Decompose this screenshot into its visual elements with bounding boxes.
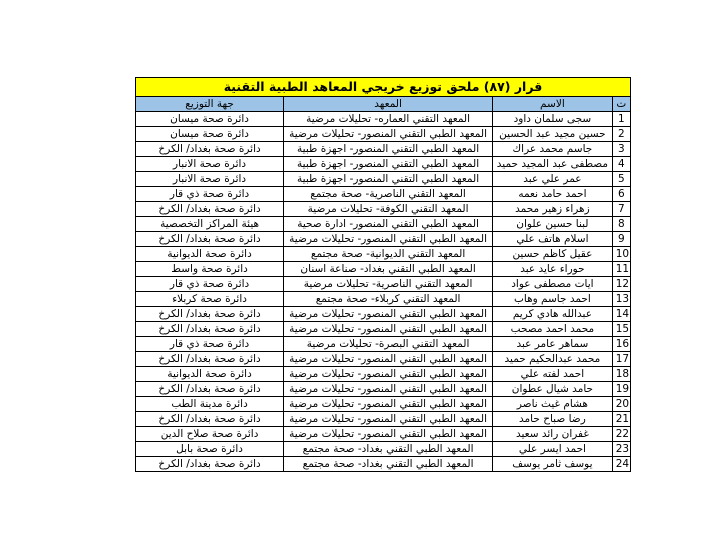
destination-cell: دائرة صحة ميسان xyxy=(136,127,284,142)
destination-cell: دائرة صحة بغداد/ الكرخ xyxy=(136,307,284,322)
destination-cell: دائرة صحة الديوانية xyxy=(136,367,284,382)
graduate-name: احمد لفته علي xyxy=(493,367,613,382)
graduate-name: لبنا حسين علوان xyxy=(493,217,613,232)
document-title: قرار (٨٧) ملحق توزيع خريجي المعاهد الطبية التقنية xyxy=(136,78,631,97)
row-number: 22 xyxy=(612,427,630,442)
graduate-name: حسين مجيد عبد الحسين xyxy=(493,127,613,142)
graduate-name: حوراء عايد عبد xyxy=(493,262,613,277)
header-institute: المعهد xyxy=(284,97,493,112)
institute-cell: المعهد الطبي التقني المنصور- تحليلات مرضية xyxy=(284,412,493,427)
table-row xyxy=(136,112,631,127)
row-number: 19 xyxy=(612,382,630,397)
institute-cell: المعهد الطبي التقني المنصور- اجهزة طبية xyxy=(284,142,493,157)
destination-cell: دائرة صحة الانبار xyxy=(136,157,284,172)
institute-cell: المعهد التقني البصرة- تحليلات مرضية xyxy=(284,337,493,352)
institute-cell: المعهد الطبي التقني بغداد- صناعة اسنان xyxy=(284,262,493,277)
graduate-name: احمد حامد نعمه xyxy=(493,187,613,202)
row-number: 18 xyxy=(612,367,630,382)
table-row xyxy=(136,352,631,367)
table-row xyxy=(136,457,631,472)
row-number: 14 xyxy=(612,307,630,322)
row-number: 2 xyxy=(612,127,630,142)
table-row xyxy=(136,337,631,352)
table-row xyxy=(136,427,631,442)
graduate-name: يوسف ثامر يوسف xyxy=(493,457,613,472)
row-number: 20 xyxy=(612,397,630,412)
institute-cell: المعهد التقني العماره- تحليلات مرضية xyxy=(284,112,493,127)
destination-cell: دائرة صحة كربلاء xyxy=(136,292,284,307)
graduate-name: اسلام هاتف علي xyxy=(493,232,613,247)
destination-cell: دائرة صحة بغداد/ الكرخ xyxy=(136,322,284,337)
table-row xyxy=(136,172,631,187)
table-row xyxy=(136,367,631,382)
graduate-name: جاسم محمد عراك xyxy=(493,142,613,157)
table-row xyxy=(136,262,631,277)
table-row xyxy=(136,157,631,172)
row-number: 11 xyxy=(612,262,630,277)
row-number: 6 xyxy=(612,187,630,202)
destination-cell: دائرة صحة ذي قار xyxy=(136,187,284,202)
row-number: 12 xyxy=(612,277,630,292)
institute-cell: المعهد الطبي التقني المنصور- تحليلات مرضية xyxy=(284,397,493,412)
graduate-name: هشام غيث ناصر xyxy=(493,397,613,412)
table-row xyxy=(136,307,631,322)
destination-cell: دائرة صحة بغداد/ الكرخ xyxy=(136,142,284,157)
header-destination: جهة التوزيع xyxy=(136,97,284,112)
row-number: 3 xyxy=(612,142,630,157)
destination-cell: دائرة صحة ذي قار xyxy=(136,277,284,292)
destination-cell: دائرة صحة بغداد/ الكرخ xyxy=(136,412,284,427)
graduate-name: حامد شيال عطوان xyxy=(493,382,613,397)
table-row xyxy=(136,142,631,157)
row-number: 8 xyxy=(612,217,630,232)
destination-cell: دائرة صحة بغداد/ الكرخ xyxy=(136,232,284,247)
institute-cell: المعهد التقني الناصرية- تحليلات مرضية xyxy=(284,277,493,292)
destination-cell: دائرة صحة واسط xyxy=(136,262,284,277)
destination-cell: دائرة صحة بغداد/ الكرخ xyxy=(136,202,284,217)
graduate-name: رضا صباح حامد xyxy=(493,412,613,427)
destination-cell: دائرة صحة بغداد/ الكرخ xyxy=(136,457,284,472)
institute-cell: المعهد الطبي التقني المنصور- تحليلات مرضية xyxy=(284,382,493,397)
header-name: الاسم xyxy=(493,97,613,112)
institute-cell: المعهد التقني كربلاء- صحة مجتمع xyxy=(284,292,493,307)
row-number: 5 xyxy=(612,172,630,187)
table-row xyxy=(136,277,631,292)
institute-cell: المعهد التقني الديوانية- صحة مجتمع xyxy=(284,247,493,262)
row-number: 1 xyxy=(612,112,630,127)
row-number: 24 xyxy=(612,457,630,472)
graduate-name: غفران رائد سعيد xyxy=(493,427,613,442)
row-number: 15 xyxy=(612,322,630,337)
institute-cell: المعهد الطبي التقني بغداد- صحة مجتمع xyxy=(284,442,493,457)
header-number: ت xyxy=(612,97,630,112)
destination-cell: دائرة صحة بابل xyxy=(136,442,284,457)
table-row xyxy=(136,247,631,262)
row-number: 23 xyxy=(612,442,630,457)
institute-cell: المعهد الطبي التقني المنصور- تحليلات مرضية xyxy=(284,322,493,337)
table-row xyxy=(136,127,631,142)
institute-cell: المعهد التقني الناصرية- صحة مجتمع xyxy=(284,187,493,202)
institute-cell: المعهد الطبي التقني المنصور- تحليلات مرضية xyxy=(284,352,493,367)
row-number: 17 xyxy=(612,352,630,367)
table-row xyxy=(136,382,631,397)
graduate-name: زهراء زهير محمد xyxy=(493,202,613,217)
institute-cell: المعهد الطبي التقني المنصور- ادارة صحية xyxy=(284,217,493,232)
table-body xyxy=(136,112,631,472)
institute-cell: المعهد التقني الكوفة- تحليلات مرضية xyxy=(284,202,493,217)
institute-cell: المعهد الطبي التقني المنصور- تحليلات مرضية xyxy=(284,427,493,442)
table-row xyxy=(136,442,631,457)
destination-cell: دائرة صحة بغداد/ الكرخ xyxy=(136,382,284,397)
institute-cell: المعهد الطبي التقني المنصور- اجهزة طبية xyxy=(284,172,493,187)
header-row xyxy=(136,97,631,112)
graduate-name: عقيل كاظم حسين xyxy=(493,247,613,262)
row-number: 21 xyxy=(612,412,630,427)
graduate-name: عبدالله هادي كريم xyxy=(493,307,613,322)
table-row xyxy=(136,292,631,307)
table-row xyxy=(136,217,631,232)
institute-cell: المعهد الطبي التقني المنصور- تحليلات مرضية xyxy=(284,367,493,382)
row-number: 10 xyxy=(612,247,630,262)
institute-cell: المعهد الطبي التقني المنصور- اجهزة طبية xyxy=(284,157,493,172)
distribution-table xyxy=(135,77,631,472)
destination-cell: دائرة صحة بغداد/ الكرخ xyxy=(136,352,284,367)
graduate-name: محمد عبدالحكيم حميد xyxy=(493,352,613,367)
table-row xyxy=(136,397,631,412)
institute-cell: المعهد الطبي التقني بغداد- صحة مجتمع xyxy=(284,457,493,472)
destination-cell: دائرة صحة الانبار xyxy=(136,172,284,187)
graduate-name: احمد ايسر علي xyxy=(493,442,613,457)
row-number: 16 xyxy=(612,337,630,352)
row-number: 13 xyxy=(612,292,630,307)
row-number: 7 xyxy=(612,202,630,217)
graduate-name: مصطفى عبد المجيد حميد xyxy=(493,157,613,172)
institute-cell: المعهد الطبي التقني المنصور- تحليلات مرضية xyxy=(284,127,493,142)
graduate-name: ايات مصطفى عواد xyxy=(493,277,613,292)
table-row xyxy=(136,322,631,337)
row-number: 9 xyxy=(612,232,630,247)
graduate-name: سجى سلمان داود xyxy=(493,112,613,127)
destination-cell: دائرة صحة ذي قار xyxy=(136,337,284,352)
graduate-name: سماهر عامر عبد xyxy=(493,337,613,352)
row-number: 4 xyxy=(612,157,630,172)
table-row xyxy=(136,187,631,202)
destination-cell: دائرة مدينة الطب xyxy=(136,397,284,412)
graduate-name: محمد احمد مصحب xyxy=(493,322,613,337)
graduate-name: عمر علي عبد xyxy=(493,172,613,187)
institute-cell: المعهد الطبي التقني المنصور- تحليلات مرضية xyxy=(284,307,493,322)
destination-cell: دائرة صحة صلاح الدين xyxy=(136,427,284,442)
destination-cell: دائرة صحة ميسان xyxy=(136,112,284,127)
destination-cell: دائرة صحة الديوانية xyxy=(136,247,284,262)
table-row xyxy=(136,232,631,247)
table-row xyxy=(136,412,631,427)
destination-cell: هيئة المراكز التخصصية xyxy=(136,217,284,232)
title-row xyxy=(136,78,631,97)
table-row xyxy=(136,202,631,217)
graduate-name: احمد جاسم وهاب xyxy=(493,292,613,307)
institute-cell: المعهد الطبي التقني المنصور- تحليلات مرضية xyxy=(284,232,493,247)
